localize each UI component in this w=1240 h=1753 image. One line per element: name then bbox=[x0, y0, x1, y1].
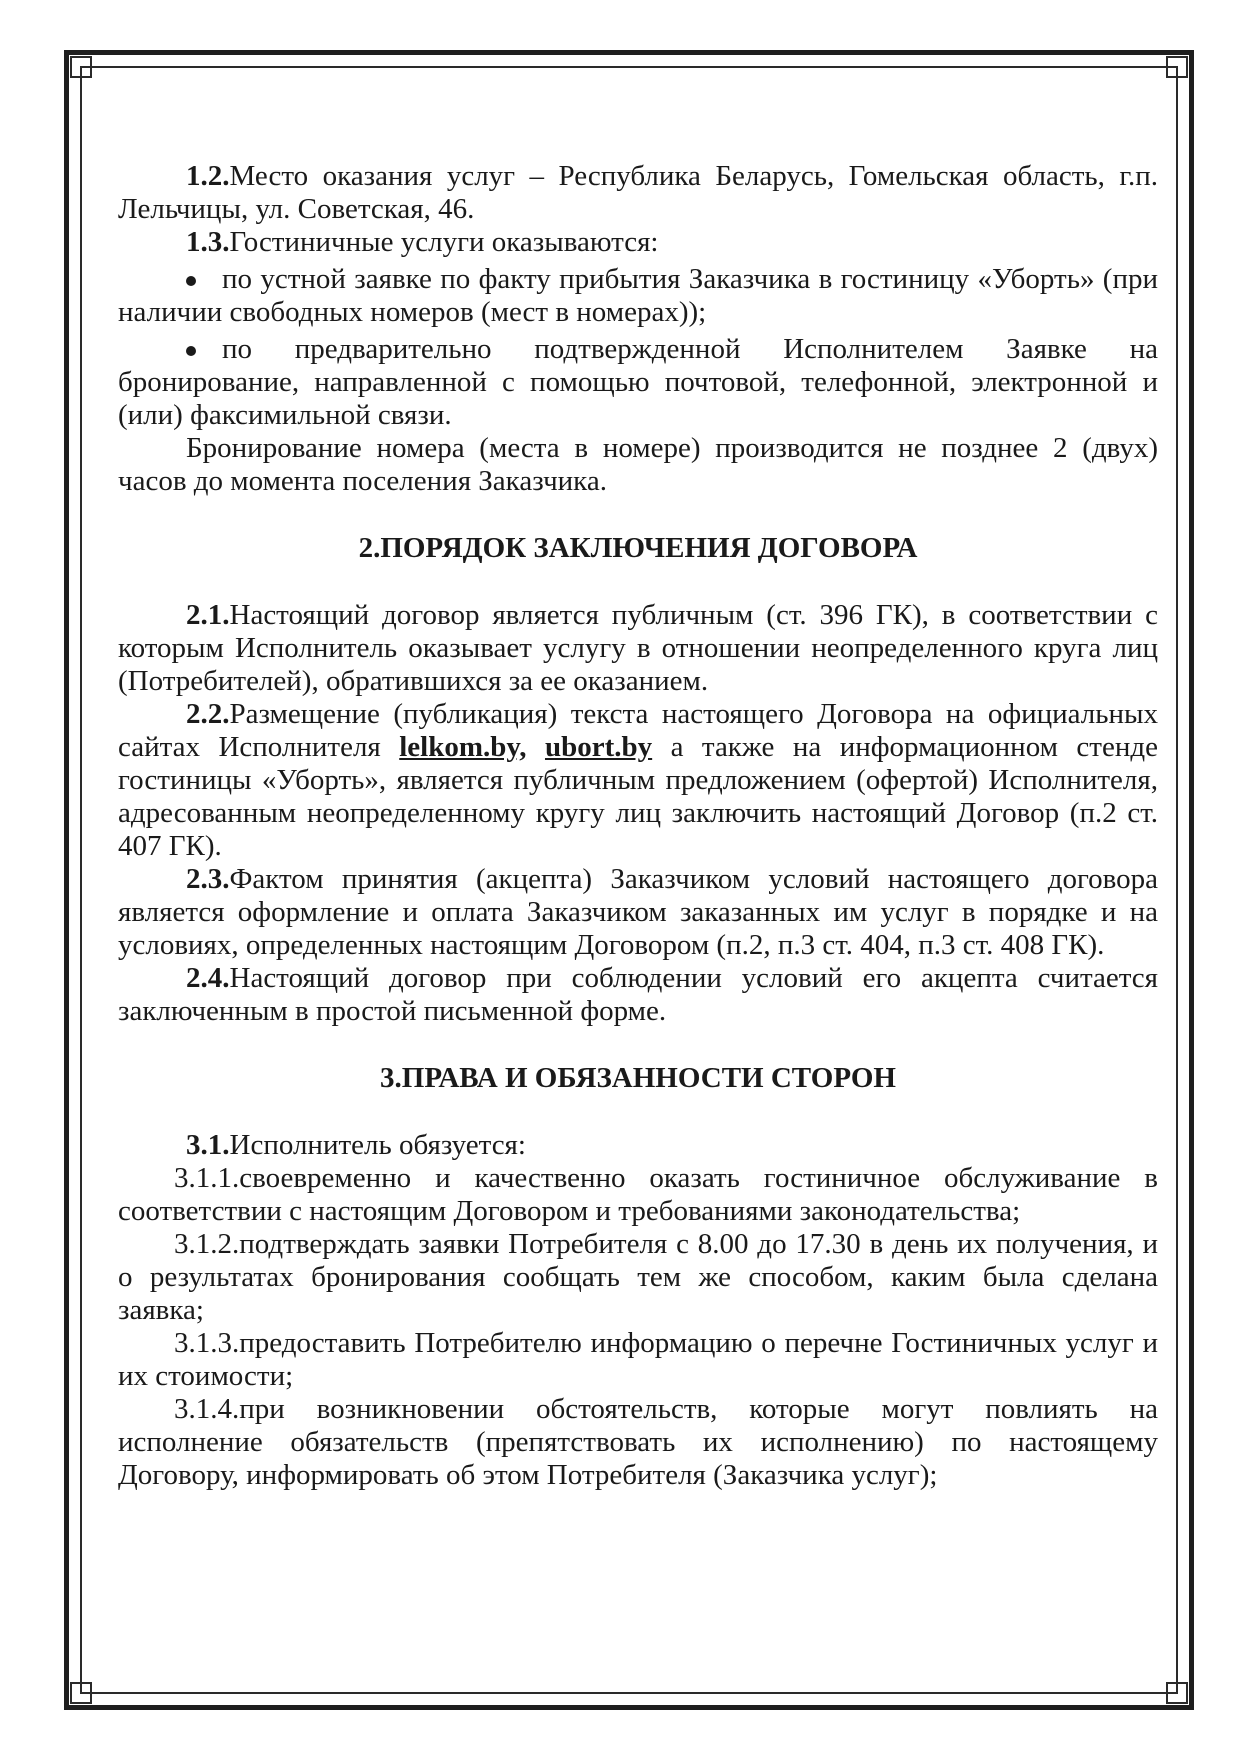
clause-number: 2.1. bbox=[186, 599, 230, 631]
bullet-item bbox=[118, 263, 1158, 329]
clause-number: 3.1. bbox=[186, 1129, 230, 1161]
clause-text: Гостиничные услуги оказываются: bbox=[229, 226, 659, 258]
bullet-text: по устной заявке по факту прибытия Заказчика в гостиницу «Уборть» (при наличии свободных номеров (мест в номерах)); bbox=[118, 263, 1158, 328]
clause-text: Исполнитель обязуется: bbox=[229, 1129, 526, 1161]
clause-2-4 bbox=[118, 962, 1158, 1028]
clause-text: а также на информационном стенде гостиницы «Уборть», является публичным предложением (офертой) Исполнителя, адресованным неопределенному кругу лиц заключить настоящий Договор (п.2 ст. 407 ГК). bbox=[118, 731, 1158, 862]
clause-2-3 bbox=[118, 863, 1158, 962]
clause-number: 2.3. bbox=[186, 863, 230, 895]
website-link-ubort[interactable]: ubort.by bbox=[544, 731, 653, 763]
clause-1-2 bbox=[118, 160, 1158, 226]
bullet-text: по предварительно подтвержденной Исполнителем Заявке на бронирование, направленной с помощью почтовой, телефонной, электронной и (или) факсимильной связи. bbox=[118, 333, 1158, 431]
clause-3-1-4: 3.1.4.при возникновении обстоятельств, которые могут повлиять на исполнение обязательств (препятствовать их исполнению) по настоящему Договору, информировать об этом Потребителя (Заказчика услуг); bbox=[118, 1393, 1158, 1491]
clause-text: Место оказания услуг – Республика Беларусь, Гомельская область, г.п. Лельчицы, ул. Советская, 46. bbox=[118, 160, 1158, 225]
clause-1-3 bbox=[118, 226, 1158, 259]
section-heading-2: 2.ПОРЯДОК ЗАКЛЮЧЕНИЯ ДОГОВОРА bbox=[358, 532, 918, 564]
clause-number: 1.3. bbox=[186, 226, 230, 258]
clause-2-1 bbox=[118, 599, 1158, 698]
border-corner-ornament bbox=[70, 56, 92, 78]
clause-text: Размещение (публикация) текста настоящего Договора на официальных сайтах Исполнителя bbox=[118, 698, 1158, 763]
clause-3-1 bbox=[118, 1129, 1158, 1162]
bullet-icon bbox=[186, 276, 196, 286]
clause-number: 1.2. bbox=[186, 160, 230, 192]
section-heading-3: 3.ПРАВА И ОБЯЗАННОСТИ СТОРОН bbox=[380, 1062, 896, 1094]
bullet-item bbox=[118, 333, 1158, 432]
border-corner-ornament bbox=[1166, 1682, 1188, 1704]
clause-text: Фактом принятия (акцепта) Заказчиком условий настоящего договора является оформление и оплата Заказчиком заказанных им услуг в порядке и на условиях, определенных настоящим Договором (п.2, п.3 ст. 404, п.3 ст. 408 ГК). bbox=[118, 863, 1158, 961]
website-link-lelkom[interactable]: lelkom.by, bbox=[399, 731, 527, 763]
clause-3-1-2: 3.1.2.подтверждать заявки Потребителя с 8.00 до 17.30 в день их получения, и о результатах бронирования сообщать тем же способом, каким была сделана заявка; bbox=[118, 1228, 1158, 1326]
border-corner-ornament bbox=[1166, 56, 1188, 78]
clause-number: 2.4. bbox=[186, 962, 230, 994]
clause-text: Настоящий договор является публичным (ст. 396 ГК), в соответствии с которым Исполнитель оказывает услугу в отношении неопределенного круга лиц (Потребителей), обратившихся за ее оказанием. bbox=[118, 599, 1158, 697]
border-corner-ornament bbox=[70, 1682, 92, 1704]
clause-3-1-1: 3.1.1.своевременно и качественно оказать гостиничное обслуживание в соответствии с настоящим Договором и требованиями законодательства; bbox=[118, 1162, 1158, 1227]
clause-2-2 bbox=[118, 698, 1158, 863]
clause-3-1-3: 3.1.3.предоставить Потребителю информацию о перечне Гостиничных услуг и их стоимости; bbox=[118, 1327, 1158, 1392]
bullet-icon bbox=[186, 346, 196, 356]
clause-text: Настоящий договор при соблюдении условий его акцепта считается заключенным в простой письменной форме. bbox=[118, 962, 1158, 1027]
clause-number: 2.2. bbox=[186, 698, 230, 730]
booking-paragraph: Бронирование номера (места в номере) производится не позднее 2 (двух) часов до момента поселения Заказчика. bbox=[118, 432, 1158, 497]
document-body bbox=[118, 160, 1158, 1492]
